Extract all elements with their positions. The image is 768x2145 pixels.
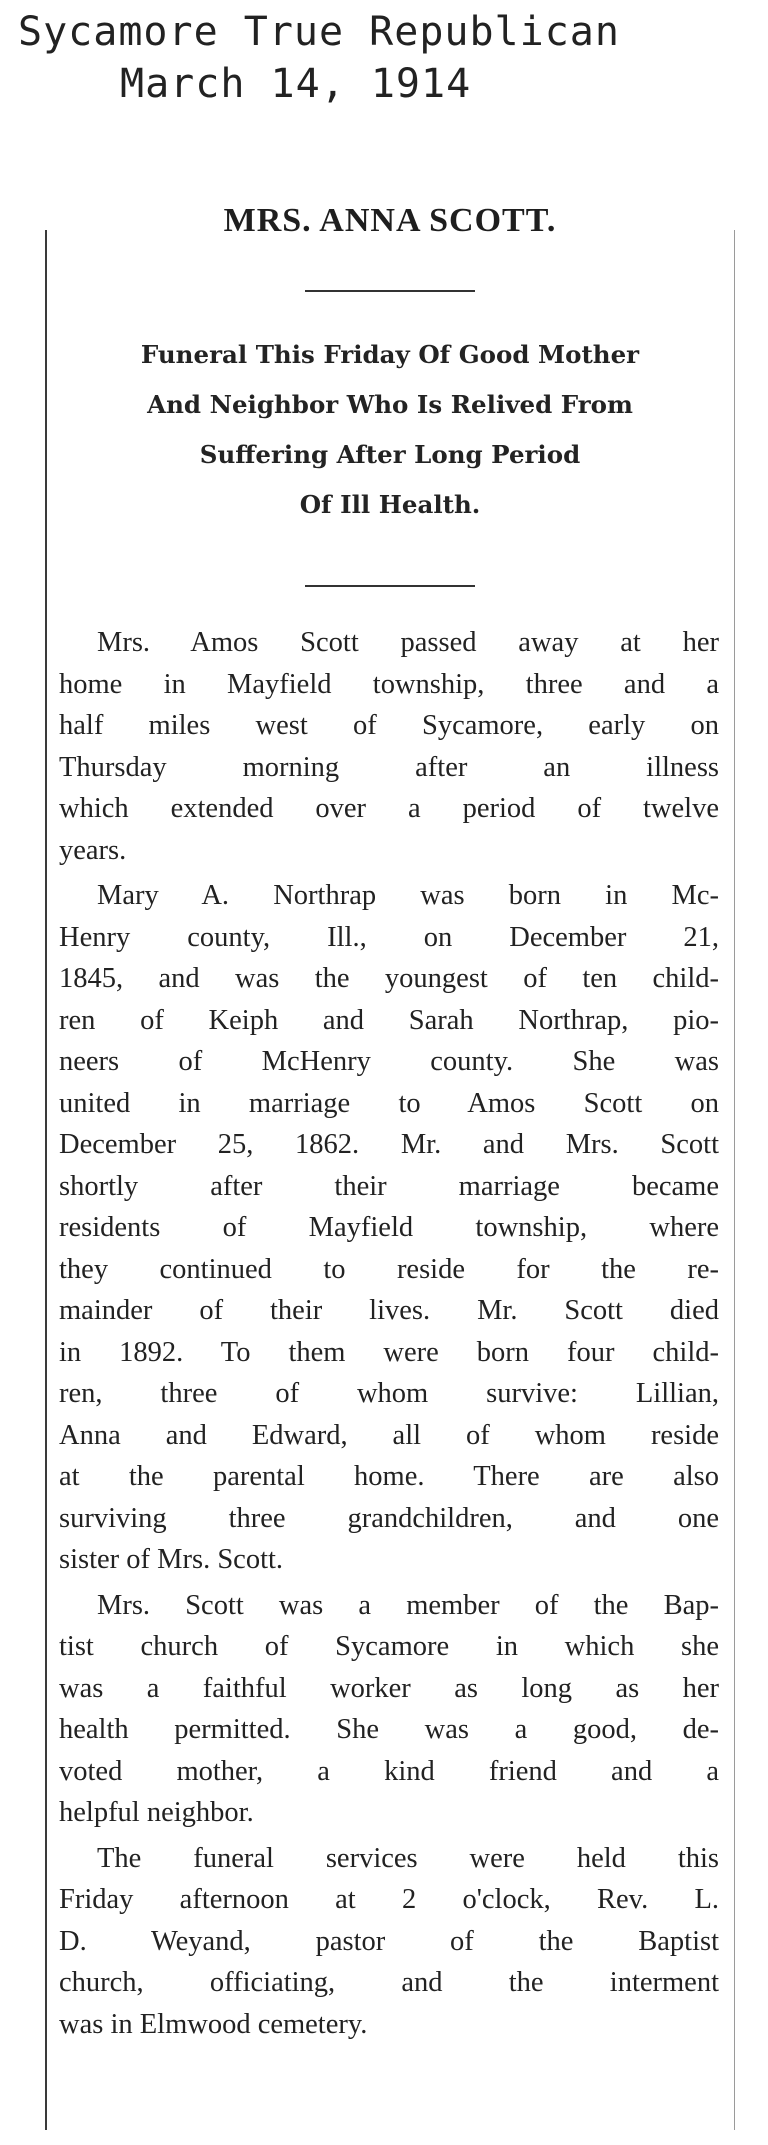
body-line: health permitted. She was a good, de- [59, 1714, 719, 1745]
body-line: Friday afternoon at 2 o'clock, Rev. L. [59, 1884, 719, 1915]
newspaper-clipping [45, 190, 735, 2135]
body-line: December 25, 1862. Mr. and Mrs. Scott [59, 1129, 719, 1160]
article-headline: MRS. ANNA SCOTT. [223, 202, 557, 239]
body-line: The funeral services were held this [97, 1842, 719, 1874]
body-line: they continued to reside for the re- [59, 1253, 719, 1285]
article-paragraph [59, 1585, 719, 1834]
body-line: united in marriage to Amos Scott on [59, 1087, 719, 1119]
body-line: helpful neighbor. [59, 1797, 254, 1828]
body-line: home in Mayfield township, three and a [59, 668, 719, 700]
body-line: sister of Mrs. Scott. [59, 1544, 284, 1575]
body-line: Henry county, Ill., on December 21, [59, 921, 719, 953]
article-paragraph [59, 1838, 719, 2046]
newspaper-header [18, 6, 758, 110]
body-line: years. [59, 834, 127, 866]
body-line: was a faithful worker as long as her [59, 1672, 719, 1704]
subhead-line: And Neighbor Who Is Relived From [147, 390, 633, 419]
body-line: half miles west of Sycamore, early on [59, 710, 719, 741]
body-line: Anna and Edward, all of whom reside [59, 1419, 719, 1451]
body-line: which extended over a period of twelve [59, 793, 719, 824]
body-line: Mrs. Scott was a member of the Bap- [97, 1589, 719, 1621]
headline-divider [305, 290, 475, 292]
body-line: shortly after their marriage became [59, 1170, 719, 1202]
body-line: D. Weyand, pastor of the Baptist [59, 1925, 719, 1957]
body-line: residents of Mayfield township, where [59, 1212, 719, 1243]
body-line: Mary A. Northrap was born in Mc- [97, 880, 719, 911]
newspaper-title: Sycamore True Republican [18, 9, 620, 55]
body-line: Thursday morning after an illness [59, 751, 719, 783]
subhead-divider [305, 585, 475, 587]
body-line: 1845, and was the youngest of ten child- [59, 963, 719, 994]
subhead-line: Of Ill Health. [299, 490, 481, 519]
article-paragraph [59, 875, 719, 1581]
body-line: voted mother, a kind friend and a [59, 1755, 719, 1787]
body-line: Mrs. Amos Scott passed away at her [97, 627, 719, 658]
body-line: was in Elmwood cemetery. [59, 2008, 368, 2040]
subhead-line: Funeral This Friday Of Good Mother [140, 340, 640, 369]
body-line: ren of Keiph and Sarah Northrap, pio- [59, 1004, 719, 1036]
subhead-line: Suffering After Long Period [199, 440, 581, 469]
body-line: church, officiating, and the interment [59, 1967, 719, 1998]
body-line: surviving three grandchildren, and one [59, 1502, 719, 1534]
publication-date: March 14, 1914 [120, 61, 472, 107]
body-line: in 1892. To them were born four child- [59, 1336, 719, 1368]
body-line: mainder of their lives. Mr. Scott died [59, 1295, 719, 1326]
column-right-border [734, 230, 735, 2130]
body-line: tist church of Sycamore in which she [59, 1631, 719, 1662]
body-line: at the parental home. There are also [59, 1461, 719, 1492]
body-line: ren, three of whom survive: Lillian, [59, 1378, 719, 1409]
article-body [59, 622, 719, 2049]
body-line: neers of McHenry county. She was [59, 1046, 719, 1077]
article-subhead [55, 330, 725, 530]
column-left-border [45, 230, 47, 2130]
article-paragraph [59, 622, 719, 871]
